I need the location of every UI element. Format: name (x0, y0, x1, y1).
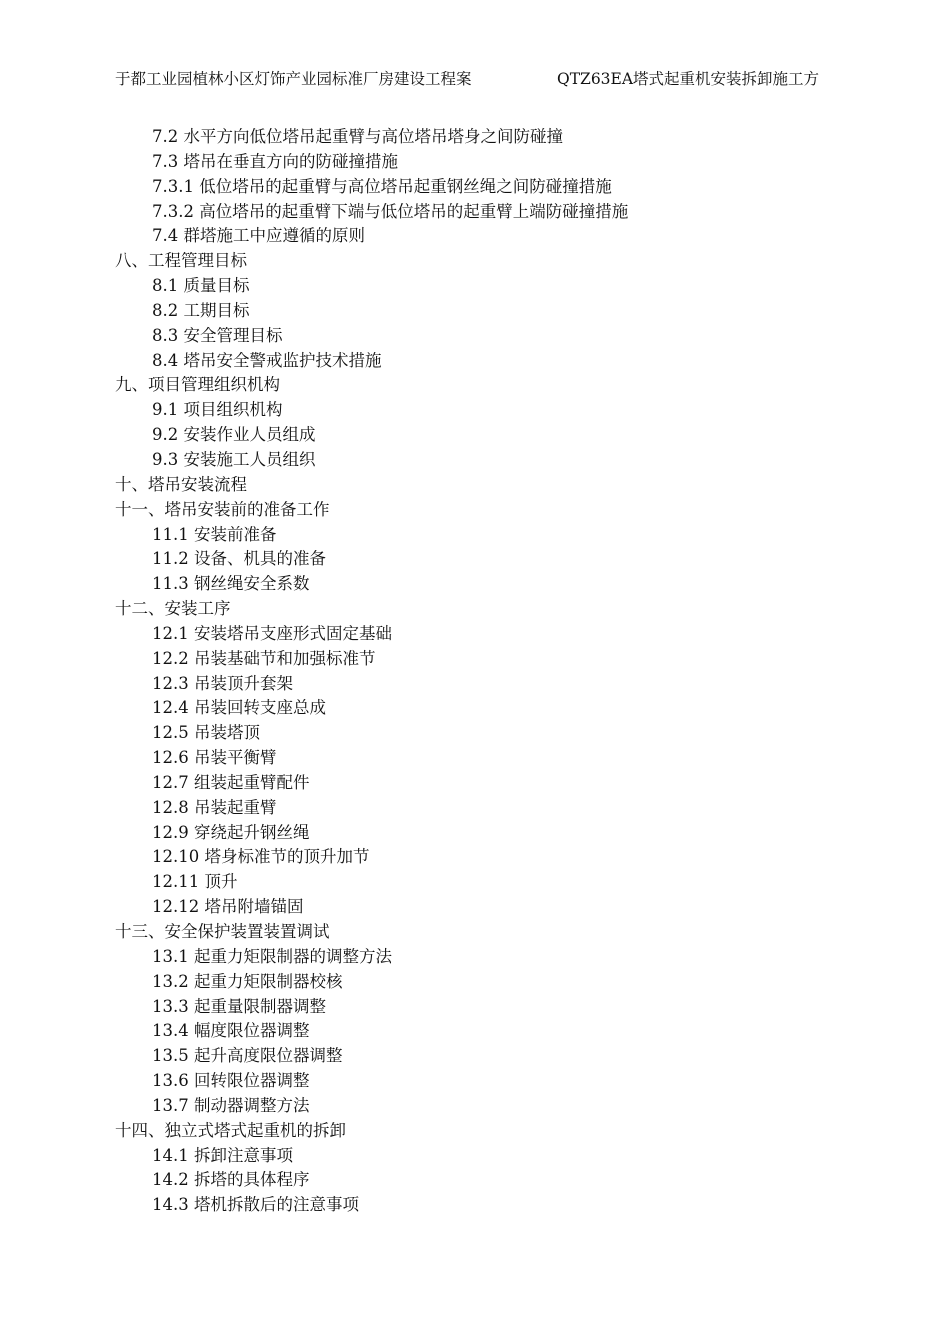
toc-section: 7.3.2 高位塔吊的起重臂下端与低位塔吊的起重臂上端防碰撞措施 (152, 201, 629, 221)
toc-section: 13.4 幅度限位器调整 (152, 1021, 310, 1041)
toc-chapter: 八、工程管理目标 (115, 251, 247, 271)
header-project-title: 于都工业园植林小区灯饰产业园标准厂房建设工程案 (115, 70, 472, 88)
toc-section: 12.7 组装起重臂配件 (152, 772, 310, 792)
toc-section: 12.3 吊装顶升套架 (152, 673, 293, 693)
toc-section: 9.1 项目组织机构 (152, 400, 283, 420)
toc-section: 11.1 安装前准备 (152, 524, 277, 544)
toc-chapter: 十三、安全保护装置装置调试 (115, 922, 330, 941)
toc-section: 9.2 安装作业人员组成 (152, 425, 316, 445)
toc-chapter: 十四、独立式塔式起重机的拆卸 (115, 1120, 346, 1140)
toc-section: 13.3 起重量限制器调整 (152, 996, 326, 1016)
toc-section: 14.1 拆卸注意事项 (152, 1145, 293, 1165)
toc-section: 12.10 塔身标准节的顶升加节 (152, 847, 370, 867)
toc-section: 12.11 顶升 (152, 872, 238, 892)
toc-section: 12.12 塔吊附墙锚固 (152, 897, 304, 917)
toc-section: 8.3 安全管理目标 (152, 325, 283, 345)
toc-chapter: 十、塔吊安装流程 (115, 474, 247, 494)
toc-section: 12.9 穿绕起升钢丝绳 (152, 822, 310, 842)
toc-section: 9.3 安装施工人员组织 (152, 449, 316, 469)
toc-section: 12.4 吊装回转支座总成 (152, 698, 326, 718)
toc-section: 12.6 吊装平衡臂 (152, 748, 277, 768)
toc-section: 12.1 安装塔吊支座形式固定基础 (152, 623, 392, 643)
table-of-contents (115, 125, 855, 1218)
toc-section: 8.2 工期目标 (152, 300, 250, 320)
toc-chapter: 十一、塔吊安装前的准备工作 (115, 499, 330, 519)
toc-section: 13.6 回转限位器调整 (152, 1071, 310, 1091)
toc-section: 13.5 起升高度限位器调整 (152, 1046, 343, 1066)
toc-chapter: 九、项目管理组织机构 (115, 375, 280, 395)
toc-section: 14.3 塔机拆散后的注意事项 (152, 1195, 359, 1215)
header-document-title: QTZ63EA塔式起重机安装拆卸施工方 (557, 70, 820, 88)
toc-section: 8.4 塔吊安全警戒监护技术措施 (152, 350, 382, 370)
toc-section: 12.8 吊装起重臂 (152, 797, 277, 817)
toc-section: 11.2 设备、机具的准备 (152, 549, 326, 569)
toc-section: 12.5 吊装塔顶 (152, 723, 260, 743)
toc-section: 14.2 拆塔的具体程序 (152, 1170, 310, 1190)
toc-section: 13.1 起重力矩限制器的调整方法 (152, 946, 392, 966)
toc-section: 7.4 群塔施工中应遵循的原则 (152, 226, 365, 246)
toc-section: 8.1 质量目标 (152, 276, 250, 296)
toc-section: 11.3 钢丝绳安全系数 (152, 574, 310, 594)
toc-section: 12.2 吊装基础节和加强标准节 (152, 648, 376, 668)
toc-chapter: 十二、安装工序 (115, 599, 231, 619)
toc-section: 7.3.1 低位塔吊的起重臂与高位塔吊起重钢丝绳之间防碰撞措施 (152, 176, 612, 196)
toc-section: 7.3 塔吊在垂直方向的防碰撞措施 (152, 151, 398, 171)
toc-section: 13.7 制动器调整方法 (152, 1095, 310, 1115)
toc-section: 7.2 水平方向低位塔吊起重臂与高位塔吊塔身之间防碰撞 (152, 127, 563, 146)
toc-section: 13.2 起重力矩限制器校核 (152, 971, 343, 991)
